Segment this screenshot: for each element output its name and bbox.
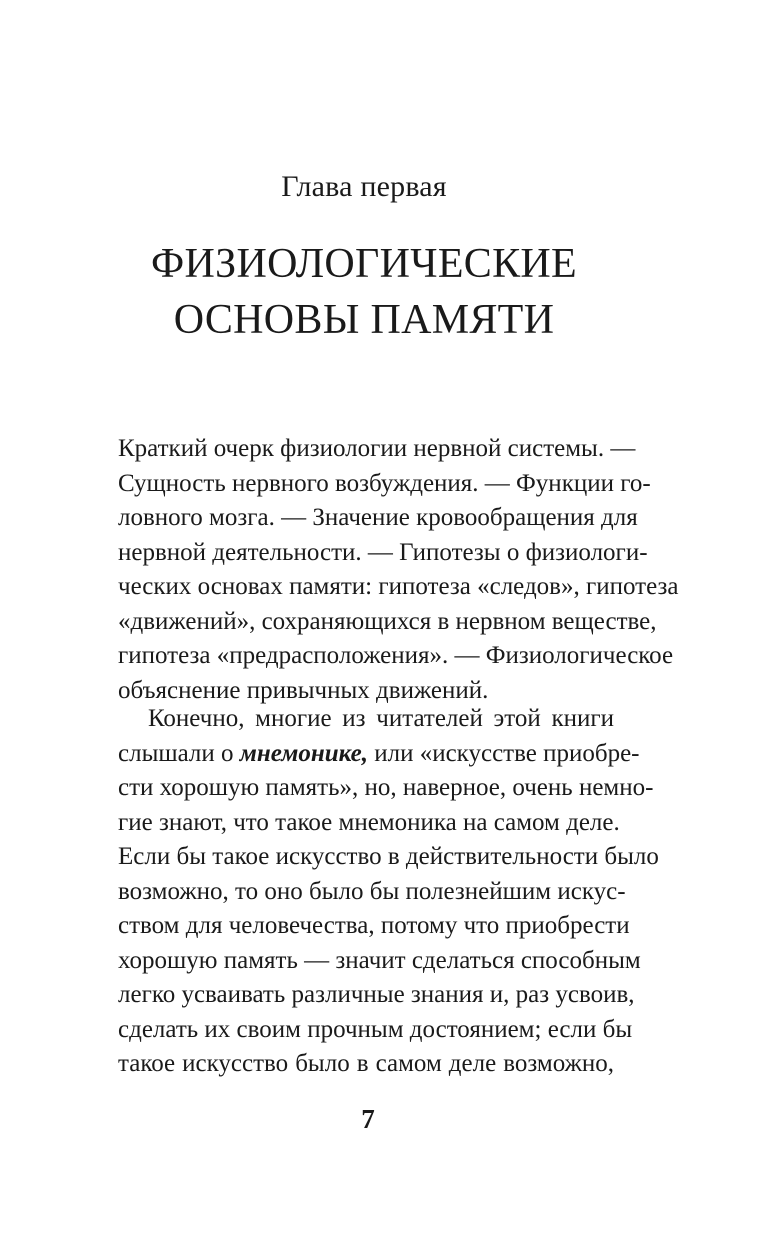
body-line: Если бы такое искусство в действительности было xyxy=(118,843,659,870)
summary-line: «движений», сохраняющихся в нервном веществе, xyxy=(118,607,657,635)
summary-line: нервной деятельности. — Гипотезы о физиологи- xyxy=(118,538,648,566)
body-text-run: или «искусстве приобре- xyxy=(367,739,640,767)
summary-line: ловного мозга. — Значение кровообращения для xyxy=(118,504,638,531)
body-line: хорошую память — значит сделаться способным xyxy=(118,946,641,974)
summary-line: Сущность нервного возбуждения. — Функции го- xyxy=(118,469,651,497)
emphasized-term: мнемонике, xyxy=(239,739,368,767)
summary-line: гипотеза «предрасположения». — Физиологическое xyxy=(118,642,674,669)
body-line: легко усваивать различные знания и, раз усвоив, xyxy=(118,981,635,1008)
body-line: сделать их своим прочным достоянием; если бы xyxy=(118,1015,633,1043)
chapter-label: Глава первая xyxy=(281,170,447,203)
page-number: 7 xyxy=(361,1104,375,1134)
body-line: сти хорошую память», но, наверное, очень немно- xyxy=(118,774,654,801)
summary-line: Краткий очерк физиологии нервной системы. — xyxy=(118,435,636,462)
chapter-title xyxy=(0,236,728,348)
summary-line: ческих основах памяти: гипотеза «следов», гипотеза xyxy=(118,573,679,600)
body-line xyxy=(118,737,640,772)
chapter-title-line: ФИЗИОЛОГИЧЕСКИЕ xyxy=(150,241,578,287)
chapter-summary xyxy=(118,432,679,708)
summary-line: объяснение привычных движений. xyxy=(118,676,489,704)
body-line: гие знают, что такое мнемоника на самом деле. xyxy=(118,808,620,836)
body-line: возможно, то оно было бы полезнейшим искус- xyxy=(118,877,626,905)
body-line: такое искусство было в самом деле возможно, xyxy=(118,1050,614,1077)
body-line: Конечно, многие из читателей этой книги xyxy=(148,705,614,732)
chapter-title-line: ОСНОВЫ ПАМЯТИ xyxy=(173,297,555,343)
body-text-run: слышали о xyxy=(118,739,240,767)
body-paragraph xyxy=(118,702,659,1082)
body-line: ством для человечества, потому что приобрести xyxy=(118,912,630,939)
